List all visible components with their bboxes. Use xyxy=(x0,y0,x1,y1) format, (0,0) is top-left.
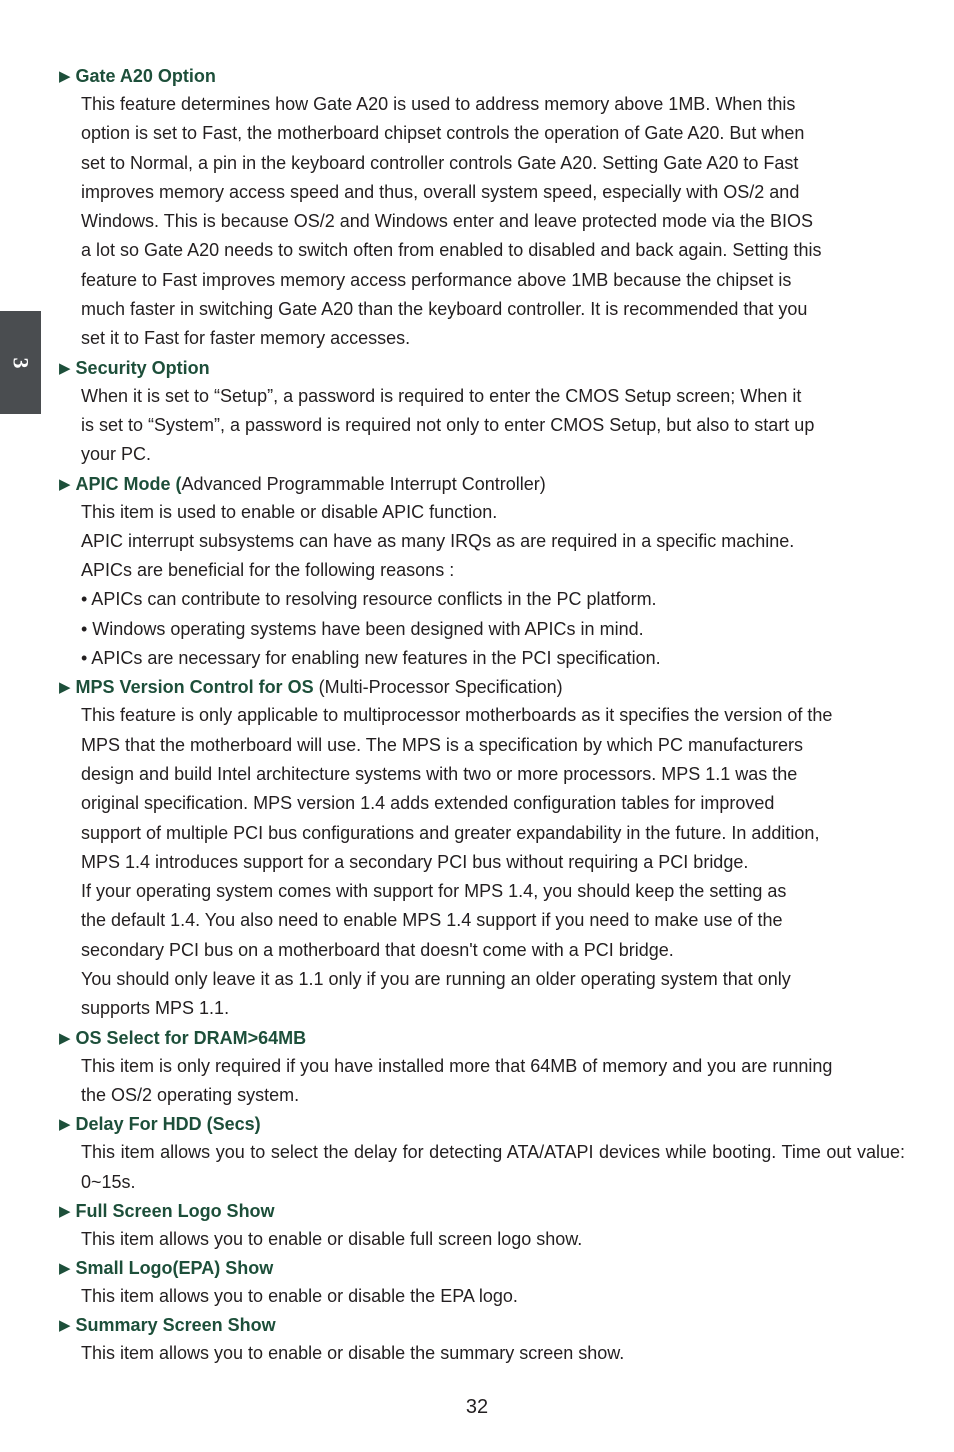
body-line: This item allows you to enable or disable full screen logo show. xyxy=(81,1228,583,1249)
manual-content xyxy=(59,62,905,1369)
section-body xyxy=(81,498,905,674)
section-title: Delay For HDD (Secs) xyxy=(75,1114,261,1135)
section-heading xyxy=(59,1254,905,1282)
body-line: This item allows you to enable or disable the summary screen show. xyxy=(81,1343,625,1364)
section-heading xyxy=(59,470,905,498)
chapter-tab xyxy=(0,311,41,414)
section-title: Small Logo(EPA) Show xyxy=(75,1258,274,1279)
triangle-bullet-icon: ▶ xyxy=(59,679,71,697)
body-line: APICs are beneficial for the following reasons : xyxy=(81,560,455,581)
section-title: APIC Mode ( xyxy=(75,473,182,494)
section-title-expansion: (Multi-Processor Specification) xyxy=(313,677,563,698)
section-body xyxy=(81,382,905,470)
body-line: MPS that the motherboard will use. The MPS is a specification by which PC manufacturers xyxy=(81,734,803,755)
section-heading xyxy=(59,62,905,90)
body-line: support of multiple PCI bus configurations and greater expandability in the future. In addition, xyxy=(81,822,820,843)
body-line: design and build Intel architecture systems with two or more processors. MPS 1.1 was the xyxy=(81,763,798,784)
section-title-expansion: Advanced Programmable Interrupt Controller) xyxy=(181,473,546,494)
body-line: the default 1.4. You also need to enable MPS 1.4 support if you need to make use of the xyxy=(81,910,783,931)
body-line: set to Normal, a pin in the keyboard controller controls Gate A20. Setting Gate A20 to Fast xyxy=(81,152,799,173)
body-line: This item is only required if you have installed more that 64MB of memory and you are running xyxy=(81,1055,833,1076)
body-line: MPS 1.4 introduces support for a secondary PCI bus without requiring a PCI bridge. xyxy=(81,851,749,872)
body-line: Windows. This is because OS/2 and Windows enter and leave protected mode via the BIOS xyxy=(81,211,814,232)
section-body xyxy=(81,1225,905,1254)
body-line: improves memory access speed and thus, overall system speed, especially with OS/2 and xyxy=(81,181,800,202)
body-line: • Windows operating systems have been designed with APICs in mind. xyxy=(81,618,644,639)
triangle-bullet-icon: ▶ xyxy=(59,1317,71,1335)
triangle-bullet-icon: ▶ xyxy=(59,1029,71,1047)
body-line: This feature is only applicable to multiprocessor motherboards as it specifies the version of the xyxy=(81,705,833,726)
triangle-bullet-icon: ▶ xyxy=(59,1202,71,1220)
body-line: You should only leave it as 1.1 only if you are running an older operating system that only xyxy=(81,969,791,990)
body-line: feature to Fast improves memory access performance above 1MB because the chipset is xyxy=(81,269,792,290)
body-line: a lot so Gate A20 needs to switch often from enabled to disabled and back again. Setting this xyxy=(81,240,822,261)
section-body xyxy=(81,1339,905,1368)
section-title: Summary Screen Show xyxy=(75,1315,276,1336)
body-line: This item is used to enable or disable APIC function. xyxy=(81,501,498,522)
body-line: the OS/2 operating system. xyxy=(81,1084,300,1105)
section-heading xyxy=(59,1110,905,1138)
body-line: original specification. MPS version 1.4 adds extended configuration tables for improved xyxy=(81,793,775,814)
body-line: • APICs are necessary for enabling new features in the PCI specification. xyxy=(81,648,661,669)
section-title: MPS Version Control for OS xyxy=(75,677,314,698)
section-body xyxy=(81,701,905,1023)
body-line: supports MPS 1.1. xyxy=(81,998,230,1019)
section-heading xyxy=(59,1311,905,1339)
body-line: set it to Fast for faster memory accesses. xyxy=(81,328,411,349)
section-heading xyxy=(59,1024,905,1052)
section-body xyxy=(81,1282,905,1311)
body-line: • APICs can contribute to resolving resource conflicts in the PC platform. xyxy=(81,589,657,610)
section-title: Gate A20 Option xyxy=(75,66,216,86)
triangle-bullet-icon: ▶ xyxy=(59,1260,71,1278)
body-line: much faster in switching Gate A20 than the keyboard controller. It is recommended that you xyxy=(81,299,808,320)
chapter-number: 3 xyxy=(8,357,34,368)
section-title: Security Option xyxy=(75,357,210,378)
section-title: Full Screen Logo Show xyxy=(75,1200,275,1221)
triangle-bullet-icon: ▶ xyxy=(59,359,71,377)
section-title: OS Select for DRAM>64MB xyxy=(75,1027,307,1048)
triangle-bullet-icon: ▶ xyxy=(59,1116,71,1134)
body-line: When it is set to “Setup”, a password is required to enter the CMOS Setup screen; When it xyxy=(81,385,802,406)
section-body xyxy=(81,1052,905,1111)
body-line: option is set to Fast, the motherboard chipset controls the operation of Gate A20. But when xyxy=(81,123,805,144)
section-heading xyxy=(59,354,905,382)
section-heading xyxy=(59,673,905,701)
section-body xyxy=(81,90,905,354)
body-line: APIC interrupt subsystems can have as many IRQs as are required in a specific machine. xyxy=(81,530,795,551)
page-number: 32 xyxy=(465,1396,489,1418)
body-line: your PC. xyxy=(81,444,152,465)
body-line: is set to “System”, a password is required not only to enter CMOS Setup, but also to start up xyxy=(81,414,815,435)
triangle-bullet-icon: ▶ xyxy=(59,68,71,85)
body-line: If your operating system comes with support for MPS 1.4, you should keep the setting as xyxy=(81,881,787,902)
body-line: This item allows you to enable or disable the EPA logo. xyxy=(81,1286,518,1307)
triangle-bullet-icon: ▶ xyxy=(59,475,71,493)
section-heading xyxy=(59,1197,905,1225)
body-line: secondary PCI bus on a motherboard that doesn't come with a PCI bridge. xyxy=(81,939,674,960)
section-body: This item allows you to select the delay for detecting ATA/ATAPI devices while booting. Time out value: 0~15s. xyxy=(81,1142,905,1192)
body-line: This feature determines how Gate A20 is used to address memory above 1MB. When this xyxy=(81,94,796,114)
